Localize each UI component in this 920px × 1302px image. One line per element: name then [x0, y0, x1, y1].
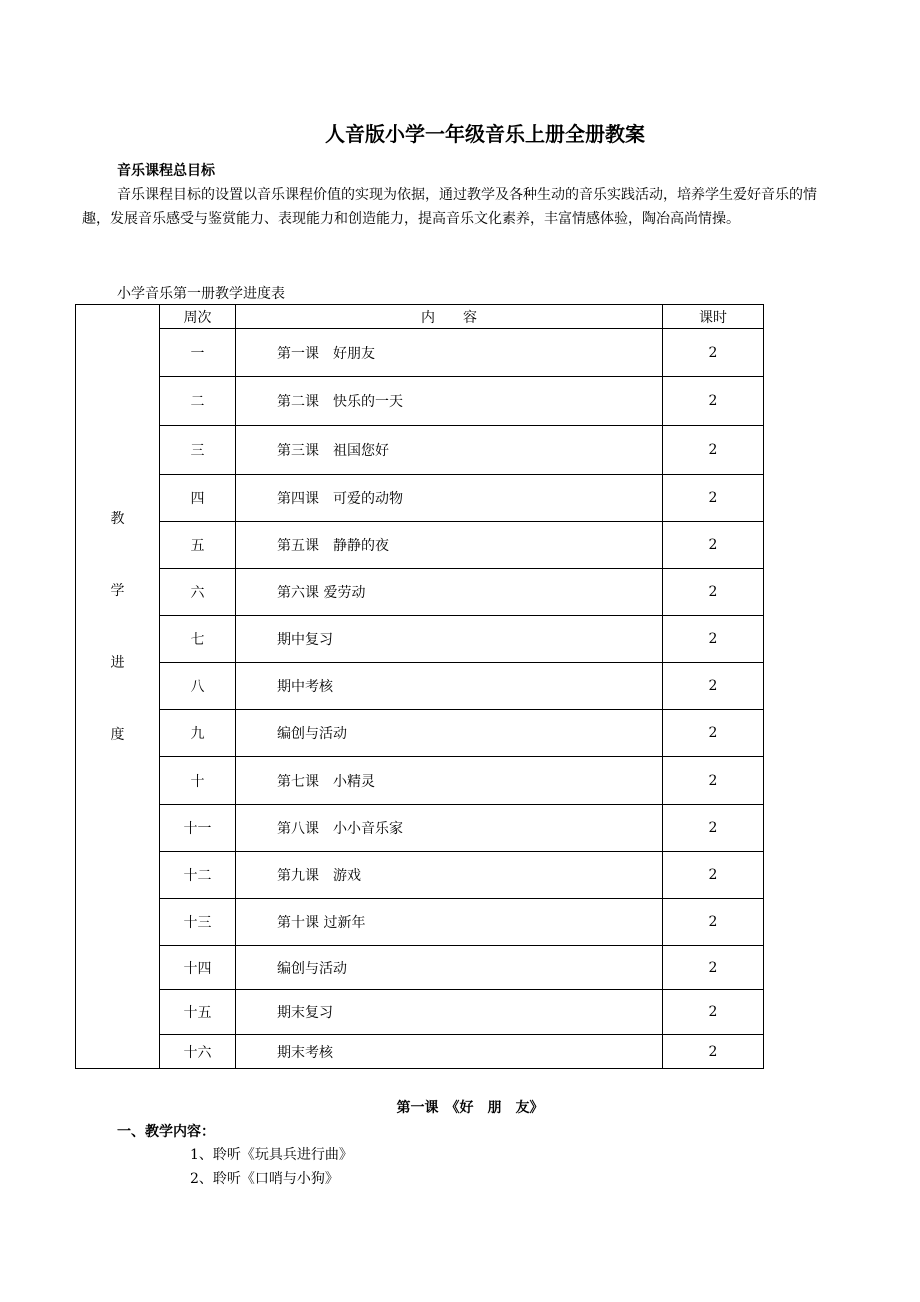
- week-cell: 四: [160, 475, 236, 522]
- content-cell: 期末复习: [236, 990, 663, 1035]
- content-cell: 编创与活动: [236, 946, 663, 990]
- hours-cell: 2: [663, 710, 764, 757]
- hours-cell: 2: [663, 616, 764, 663]
- side-label-char: 度: [110, 726, 125, 743]
- week-cell: 九: [160, 710, 236, 757]
- table-row: [76, 522, 764, 569]
- week-cell: 八: [160, 663, 236, 710]
- header-week: 周次: [160, 305, 236, 329]
- table-caption: 小学音乐第一册教学进度表: [117, 286, 285, 302]
- table-row: [76, 852, 764, 899]
- table-row: [76, 329, 764, 377]
- header-hours: 课时: [663, 305, 764, 329]
- content-cell: 期中考核: [236, 663, 663, 710]
- lesson-title: 第一课 《好 朋 友》: [396, 1100, 544, 1116]
- hours-cell: 2: [663, 475, 764, 522]
- document-title: 人音版小学一年级音乐上册全册教案: [325, 122, 645, 146]
- table-row: [76, 757, 764, 805]
- table-row: [76, 475, 764, 522]
- table-row: [76, 426, 764, 475]
- content-cell: 第一课 好朋友: [236, 329, 663, 377]
- goal-paragraph: 音乐课程目标的设置以音乐课程价值的实现为依据，通过教学及各种生动的音乐实践活动，培养学生爱好音乐的情趣，发展音乐感受与鉴赏能力、表现能力和创造能力，提高音乐文化素养，丰富情感体验，陶冶高尚情操。: [82, 187, 817, 227]
- content-cell: 期末考核: [236, 1035, 663, 1069]
- table-row: [76, 990, 764, 1035]
- table-row: [76, 616, 764, 663]
- content-cell: 第七课 小精灵: [236, 757, 663, 805]
- table-row: [76, 710, 764, 757]
- week-cell: 十: [160, 757, 236, 805]
- week-cell: 五: [160, 522, 236, 569]
- content-cell: 第十课 过新年: [236, 899, 663, 946]
- content-cell: 编创与活动: [236, 710, 663, 757]
- lesson-section-heading: 一、教学内容：: [117, 1124, 215, 1140]
- side-label-char: 学: [110, 582, 125, 599]
- table-row: [76, 377, 764, 426]
- week-cell: 十六: [160, 1035, 236, 1069]
- content-cell: 第二课 快乐的一天: [236, 377, 663, 426]
- content-cell: 期中复习: [236, 616, 663, 663]
- week-cell: 一: [160, 329, 236, 377]
- content-cell: 第四课 可爱的动物: [236, 475, 663, 522]
- content-cell: 第五课 静静的夜: [236, 522, 663, 569]
- hours-cell: 2: [663, 899, 764, 946]
- hours-cell: 2: [663, 569, 764, 616]
- table-row: [76, 805, 764, 852]
- hours-cell: 2: [663, 990, 764, 1035]
- hours-cell: 2: [663, 377, 764, 426]
- hours-cell: 2: [663, 946, 764, 990]
- hours-cell: 2: [663, 852, 764, 899]
- hours-cell: 2: [663, 329, 764, 377]
- week-cell: 十二: [160, 852, 236, 899]
- hours-cell: 2: [663, 426, 764, 475]
- side-label-cell: [76, 305, 160, 1069]
- table-row: [76, 899, 764, 946]
- side-label-char: 进: [110, 654, 125, 671]
- hours-cell: 2: [663, 522, 764, 569]
- lesson-item: 2、聆听《口哨与小狗》: [190, 1171, 339, 1187]
- week-cell: 十四: [160, 946, 236, 990]
- content-cell: 第九课 游戏: [236, 852, 663, 899]
- schedule-table: [75, 304, 764, 1069]
- table-row: [76, 946, 764, 990]
- week-cell: 十三: [160, 899, 236, 946]
- week-cell: 三: [160, 426, 236, 475]
- week-cell: 二: [160, 377, 236, 426]
- week-cell: 十五: [160, 990, 236, 1035]
- table-row: [76, 569, 764, 616]
- header-row: [76, 305, 764, 329]
- table-row: [76, 663, 764, 710]
- week-cell: 七: [160, 616, 236, 663]
- table-row: [76, 1035, 764, 1069]
- schedule-body: [76, 305, 764, 1069]
- side-label-char: 教: [110, 510, 125, 527]
- hours-cell: 2: [663, 805, 764, 852]
- lesson-item: 1、聆听《玩具兵进行曲》: [190, 1147, 353, 1163]
- hours-cell: 2: [663, 1035, 764, 1069]
- content-cell: 第八课 小小音乐家: [236, 805, 663, 852]
- week-cell: 十一: [160, 805, 236, 852]
- hours-cell: 2: [663, 757, 764, 805]
- content-cell: 第三课 祖国您好: [236, 426, 663, 475]
- hours-cell: 2: [663, 663, 764, 710]
- goal-heading: 音乐课程总目标: [117, 163, 215, 179]
- content-cell: 第六课 爱劳动: [236, 569, 663, 616]
- header-content: 内 容: [236, 305, 663, 329]
- week-cell: 六: [160, 569, 236, 616]
